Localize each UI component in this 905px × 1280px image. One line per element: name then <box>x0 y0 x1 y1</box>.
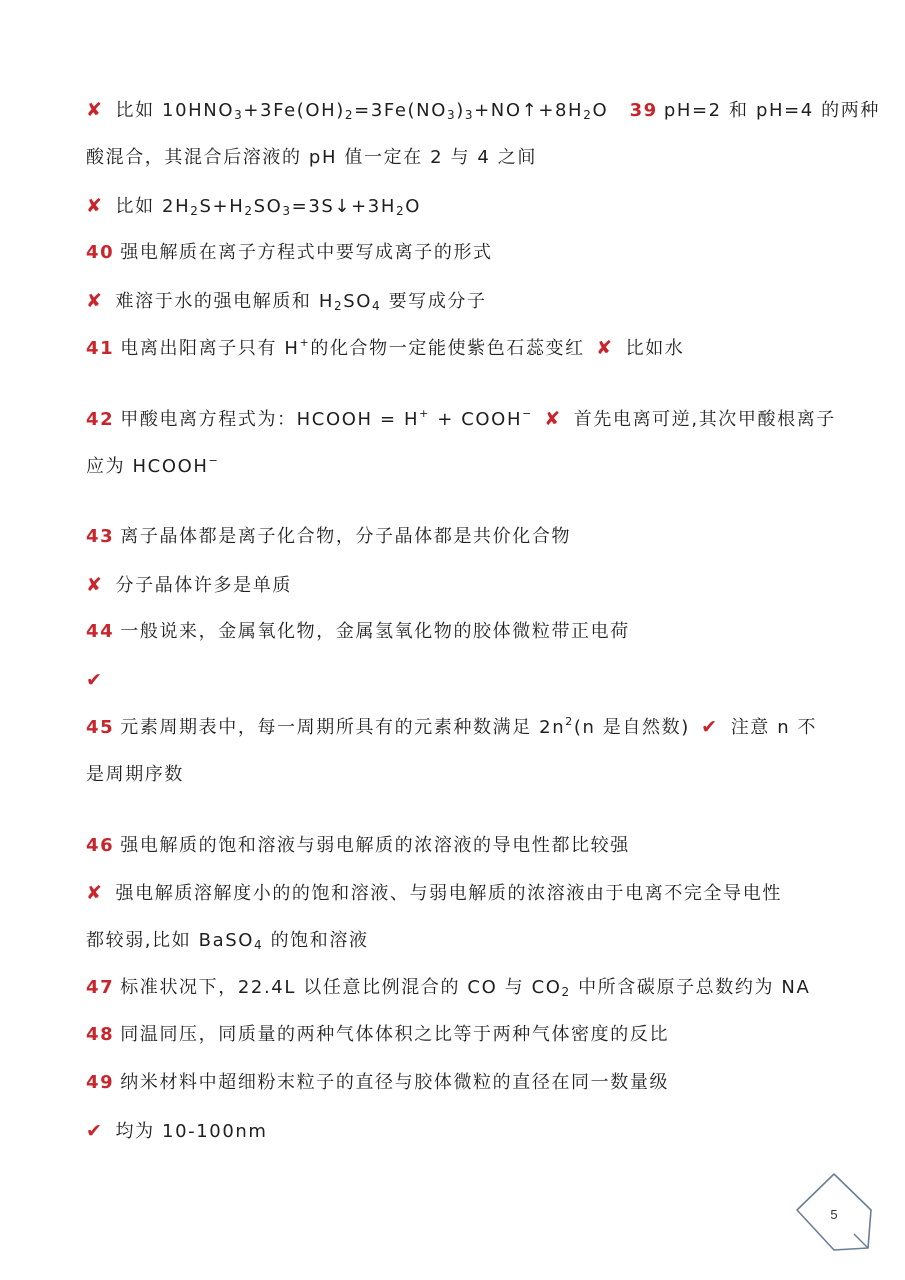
page-number: 5 <box>830 1207 838 1222</box>
item-number: 41 <box>86 338 115 359</box>
cross-icon: ✘ <box>86 574 104 596</box>
text-line: 是周期序数 <box>86 764 184 785</box>
item-41: 41 电离出阳离子只有 H+的化合物一定能使紫色石蕊变红 ✘ 比如水 <box>86 336 685 359</box>
check-icon: ✔ <box>86 669 104 691</box>
item-number: 39 <box>629 100 658 121</box>
line-example-hno3: ✘ 比如 $10HNO_3+3Fe(OH)_2=3Fe(NO_3)_3+NO↑+8H_2O$ 39 pH=2 和 pH=4 的两种 <box>86 99 880 122</box>
item-number: 43 <box>86 526 115 547</box>
cross-icon: ✘ <box>86 195 104 217</box>
check-icon: ✔ <box>701 716 719 738</box>
item-48: 48 同温同压，同质量的两种气体体积之比等于两种气体密度的反比 <box>86 1024 670 1045</box>
item-number: 46 <box>86 835 115 856</box>
check-icon: ✔ <box>86 1120 104 1142</box>
answer-46: ✘ 强电解质溶解度小的的饱和溶液、与弱电解质的浓溶液由于电离不完全导电性 <box>86 882 782 904</box>
text-line: 都较弱,比如 BaSO$_4$ 的饱和溶液 <box>86 930 369 952</box>
cross-icon: ✘ <box>596 337 614 359</box>
answer-44 <box>86 668 116 693</box>
item-47: 47 标准状况下，22.4L 以任意比例混合的 CO 与 $CO_2$ 中所含碳原子总数约为 NA <box>86 977 811 999</box>
item-44: 44 一般说来，金属氧化物，金属氢氧化物的胶体微粒带正电荷 <box>86 621 630 642</box>
item-number: 44 <box>86 621 115 642</box>
item-42: 42 甲酸电离方程式为：HCOOH = H+ + COOH− ✘ 首先电离可逆,其次甲酸根离子 <box>86 407 836 430</box>
item-43: 43 离子晶体都是离子化合物，分子晶体都是共价化合物 <box>86 526 572 547</box>
item-number: 45 <box>86 717 115 738</box>
line-example-h2s: ✘ 比如 $2H_2S+H_2SO_3=3S↓+3H_2O$ <box>86 195 421 218</box>
item-number: 42 <box>86 409 115 430</box>
item-40: 40 强电解质在离子方程式中要写成离子的形式 <box>86 242 493 263</box>
cross-icon: ✘ <box>86 99 104 121</box>
item-45: 45 元素周期表中，每一周期所具有的元素种数满足 $2n^2(n$ 是自然数) ✔ 注意 n 不 <box>86 715 818 738</box>
item-number: 40 <box>86 242 115 263</box>
answer-49: ✔ 均为 10-100nm <box>86 1120 268 1142</box>
answer-40: ✘ 难溶于水的强电解质和 $H_2SO_4$ 要写成分子 <box>86 290 487 313</box>
text-line: 酸混合，其混合后溶液的 pH 值一定在 2 与 4 之间 <box>86 147 537 168</box>
cross-icon: ✘ <box>544 408 562 430</box>
item-number: 48 <box>86 1024 115 1045</box>
item-46: 46 强电解质的饱和溶液与弱电解质的浓溶液的导电性都比较强 <box>86 835 630 856</box>
item-number: 47 <box>86 977 115 998</box>
cross-icon: ✘ <box>86 290 104 312</box>
item-number: 49 <box>86 1072 115 1093</box>
text-line: 应为 HCOOH− <box>86 454 220 477</box>
item-49: 49 纳米材料中超细粉末粒子的直径与胶体微粒的直径在同一数量级 <box>86 1072 670 1093</box>
answer-43: ✘ 分子晶体许多是单质 <box>86 574 292 596</box>
cross-icon: ✘ <box>86 882 104 904</box>
